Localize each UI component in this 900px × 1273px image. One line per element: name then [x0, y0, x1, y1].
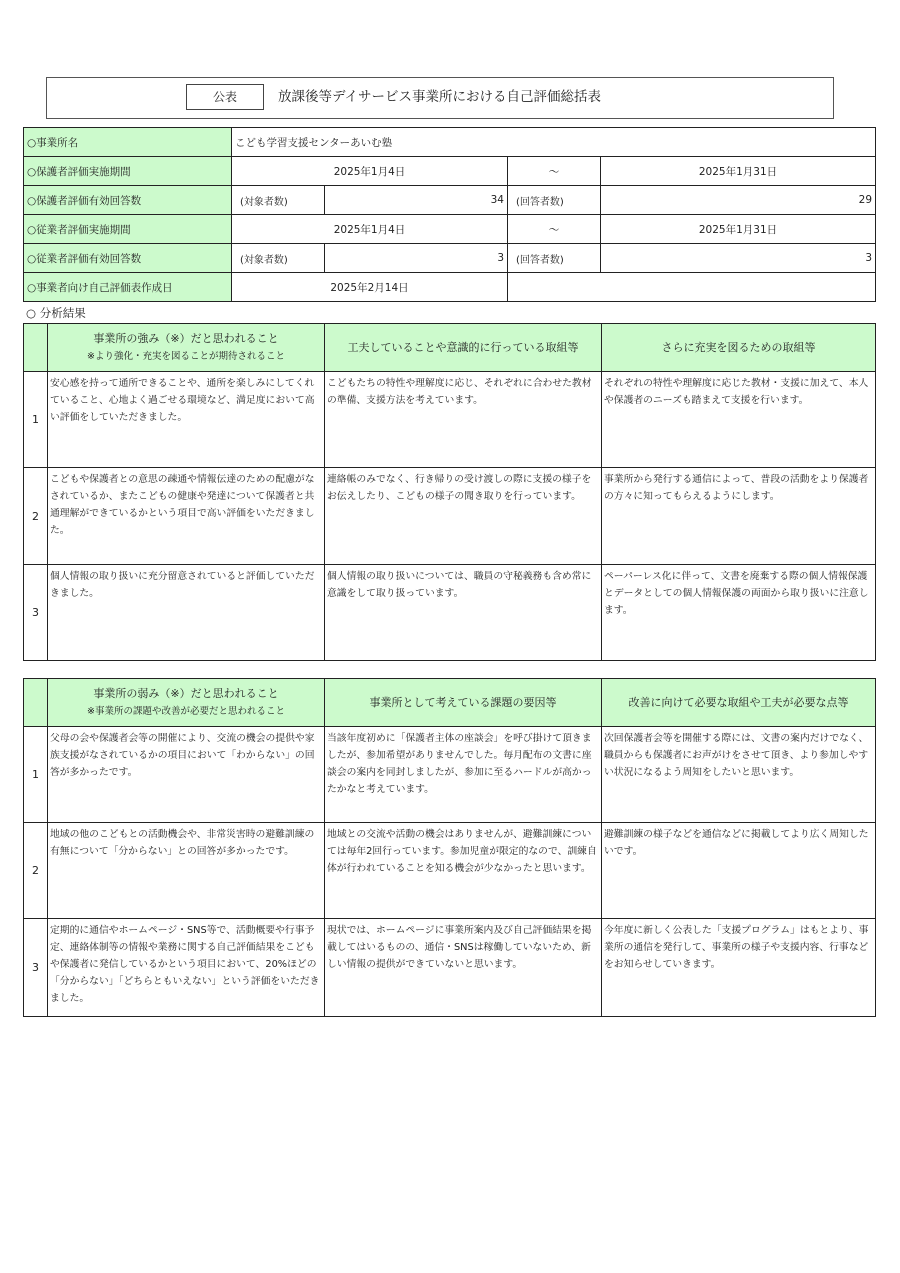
weaknesses-row: [24, 823, 876, 919]
strength-text: こどもや保護者との意思の疎通や情報伝達のための配慮がなされているか、またこどもの健康や発達について保護者と共通理解ができているかという項目で高い評価をいただきました。: [48, 468, 325, 565]
staff-period-row: [24, 215, 876, 244]
guardian-answer-count: 29: [601, 186, 876, 215]
created-date-row: [24, 273, 876, 302]
strengths-header-col2: 工夫していることや意識的に行っている取組等: [325, 324, 602, 372]
weakness-text: 定期的に通信やホームページ・SNS等で、活動概要や行事予定、連絡体制等の情報や業務に関する自己評価結果をこどもや保護者に発信しているかという項目において、20%ほどの「分からない」「どちらともいえない」という評価をいただきました。: [48, 919, 325, 1017]
weakness-improvement-text: 今年度に新しく公表した「支援プログラム」はもとより、事業所の通信を発行して、事業所の様子や支援内容、行事などをお知らせしていきます。: [602, 919, 876, 1017]
staff-responses-label: ○従業者評価有効回答数: [24, 244, 232, 273]
staff-answer-label: (回答者数): [508, 244, 601, 273]
facility-info-table: [23, 127, 876, 302]
guardian-period-label: ○保護者評価実施期間: [24, 157, 232, 186]
strengths-header-note: ※より強化・充実を図ることが期待されること: [87, 350, 285, 362]
staff-period-end: 2025年1月31日: [601, 215, 876, 244]
row-number: 2: [24, 468, 48, 565]
weaknesses-header-main: 事業所の弱み（※）だと思われること: [93, 686, 279, 700]
strengths-row: [24, 372, 876, 468]
number-header: [24, 324, 48, 372]
staff-period-start: 2025年1月4日: [232, 215, 508, 244]
facility-name-row: [24, 128, 876, 157]
strengths-header-col3: さらに充実を図るための取組等: [602, 324, 876, 372]
strength-effort-text: 個人情報の取り扱いについては、職員の守秘義務も含め常に意識をして取り扱っています。: [325, 565, 602, 661]
analysis-section-label: ○ 分析結果: [26, 306, 86, 320]
strength-text: 個人情報の取り扱いに充分留意されていると評価していただきました。: [48, 565, 325, 661]
guardian-period-end: 2025年1月31日: [601, 157, 876, 186]
staff-answer-count: 3: [601, 244, 876, 273]
staff-target-label: (対象者数): [232, 244, 325, 273]
guardian-period-start: 2025年1月4日: [232, 157, 508, 186]
weaknesses-row: [24, 919, 876, 1017]
facility-name-value: こども学習支援センターあいむ塾: [232, 128, 876, 157]
number-header: [24, 679, 48, 727]
weaknesses-header-col1: [48, 679, 325, 727]
weakness-cause-text: 地域との交流や活動の機会はありませんが、避難訓練については毎年2回行っています。参加児童が限定的なので、訓練自体が行われていることを知る機会が少なかったと思います。: [325, 823, 602, 919]
strengths-header-col1: [48, 324, 325, 372]
strengths-row: [24, 468, 876, 565]
weaknesses-table: [23, 678, 876, 1017]
weakness-cause-text: 当該年度初めに「保護者主体の座談会」を呼び掛けて頂きましたが、参加希望がありませんでした。毎月配布の文書に座談会の案内を同封しましたが、参加に至るハードルが高かったかなと考えています。: [325, 727, 602, 823]
strengths-header-main: 事業所の強み（※）だと思われること: [93, 331, 279, 345]
weaknesses-header-col3: 改善に向けて必要な取組や工夫が必要な点等: [602, 679, 876, 727]
strengths-table: [23, 323, 876, 661]
guardian-answer-label: (回答者数): [508, 186, 601, 215]
strength-improvement-text: それぞれの特性や理解度に応じた教材・支援に加えて、本人や保護者のニーズも踏まえて支援を行います。: [602, 372, 876, 468]
facility-name-label: ○事業所名: [24, 128, 232, 157]
strength-improvement-text: 事業所から発行する通信によって、普段の活動をより保護者の方々に知ってもらえるようにします。: [602, 468, 876, 565]
row-number: 1: [24, 372, 48, 468]
strength-effort-text: 連絡帳のみでなく、行き帰りの受け渡しの際に支援の様子をお伝えしたり、こどもの様子の聞き取りを行っています。: [325, 468, 602, 565]
guardian-period-row: [24, 157, 876, 186]
staff-period-separator: ～: [508, 215, 601, 244]
created-date-value: 2025年2月14日: [232, 273, 508, 302]
weaknesses-row: [24, 727, 876, 823]
staff-responses-row: [24, 244, 876, 273]
document-title-box: [46, 77, 834, 119]
row-number: 2: [24, 823, 48, 919]
staff-period-label: ○従業者評価実施期間: [24, 215, 232, 244]
strength-text: 安心感を持って通所できることや、通所を楽しみにしてくれていること、心地よく過ごせる環境など、満足度において高い評価をしていただきました。: [48, 372, 325, 468]
document-title: 放課後等デイサービス事業所における自己評価総括表: [278, 89, 602, 105]
guardian-responses-row: [24, 186, 876, 215]
weaknesses-header-row: [24, 679, 876, 727]
created-date-blank: [508, 273, 876, 302]
weakness-text: 父母の会や保護者会等の開催により、交流の機会の提供や家族支援がなされているかの項目において「わからない」の回答が多かったです。: [48, 727, 325, 823]
publication-badge: 公表: [186, 84, 264, 110]
created-date-label: ○事業者向け自己評価表作成日: [24, 273, 232, 302]
guardian-target-count: 34: [325, 186, 508, 215]
guardian-period-separator: ～: [508, 157, 601, 186]
weakness-text: 地域の他のこどもとの活動機会や、非常災害時の避難訓練の有無について「分からない」との回答が多かったです。: [48, 823, 325, 919]
strength-effort-text: こどもたちの特性や理解度に応じ、それぞれに合わせた教材の準備、支援方法を考えています。: [325, 372, 602, 468]
row-number: 3: [24, 565, 48, 661]
weakness-cause-text: 現状では、ホームページに事業所案内及び自己評価結果を掲載してはいるものの、通信・SNSは稼働していないため、新しい情報の提供ができていないと思います。: [325, 919, 602, 1017]
staff-target-count: 3: [325, 244, 508, 273]
guardian-target-label: (対象者数): [232, 186, 325, 215]
strength-improvement-text: ペーパーレス化に伴って、文書を廃棄する際の個人情報保護とデータとしての個人情報保護の両面から取り扱いに注意します。: [602, 565, 876, 661]
strengths-header-row: [24, 324, 876, 372]
strengths-row: [24, 565, 876, 661]
guardian-responses-label: ○保護者評価有効回答数: [24, 186, 232, 215]
weakness-improvement-text: 次回保護者会等を開催する際には、文書の案内だけでなく、職員からも保護者にお声がけをさせて頂き、より参加しやすい状況になるよう周知をしたいと思います。: [602, 727, 876, 823]
row-number: 3: [24, 919, 48, 1017]
weakness-improvement-text: 避難訓練の様子などを通信などに掲載してより広く周知したいです。: [602, 823, 876, 919]
weaknesses-header-note: ※事業所の課題や改善が必要だと思われること: [87, 705, 285, 717]
row-number: 1: [24, 727, 48, 823]
weaknesses-header-col2: 事業所として考えている課題の要因等: [325, 679, 602, 727]
